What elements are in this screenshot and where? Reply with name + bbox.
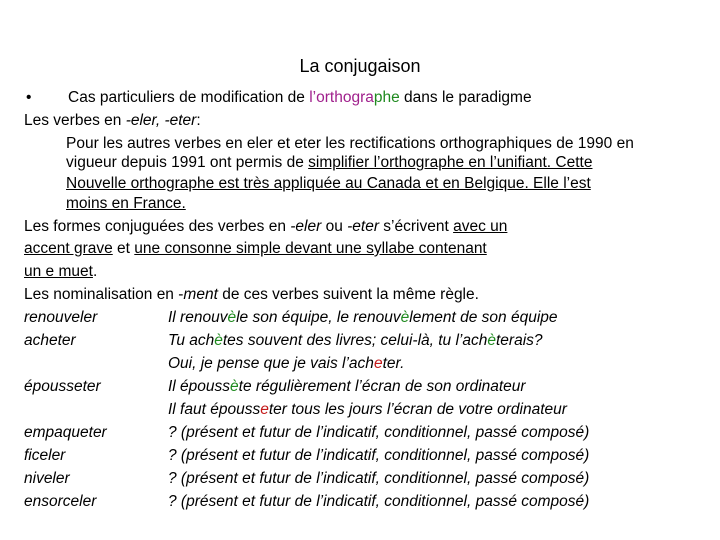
bullet-marker: • bbox=[26, 89, 32, 106]
example-epousseter-2: Il faut épousseter tous les jours l’écran de votre ordinateur bbox=[168, 401, 567, 418]
indent-line-2: vigueur depuis 1991 ont permis de simplifier l’orthographe en l’unifiant. Cette bbox=[66, 154, 593, 171]
verb-renouveler: renouveler bbox=[24, 309, 98, 326]
example-acheter-2: Oui, je pense que je vais l’acheter. bbox=[168, 355, 405, 372]
page-title: La conjugaison bbox=[299, 56, 421, 76]
exercise-text: ? (présent et futur de l’indicatif, conditionnel, passé composé) bbox=[168, 424, 590, 441]
subtitle-line: Les verbes en -eler, -eter: bbox=[24, 112, 201, 129]
exercise-verb: empaqueter bbox=[24, 424, 107, 441]
example-renouveler: renouveler Il renouvèle son équipe, le renouvèlement de son équipe bbox=[24, 309, 558, 326]
rule-line-3: un e muet. bbox=[24, 263, 98, 280]
nominal-line: Les nominalisation en ‑ment de ces verbes suivent la même règle. bbox=[24, 286, 479, 303]
exercise-verb: ensorceler bbox=[24, 493, 97, 510]
bullet-text: Cas particuliers de modification de l’orthographe dans le paradigme bbox=[68, 89, 532, 106]
exercise-row bbox=[24, 469, 714, 489]
verb-acheter: acheter bbox=[24, 332, 76, 349]
exercise-verb: niveler bbox=[24, 470, 70, 487]
exercise-row bbox=[24, 492, 714, 512]
simplifier-link[interactable]: simplifier l’orthographe en l’unifiant. Cette bbox=[308, 154, 593, 171]
exercise-verb: ficeler bbox=[24, 447, 66, 464]
indent-line-3: Nouvelle orthographe est très appliquée au Canada et en Belgique. Elle l’est bbox=[66, 175, 591, 192]
exercise-text: ? (présent et futur de l’indicatif, conditionnel, passé composé) bbox=[168, 493, 590, 510]
rule-line-2: accent grave et une consonne simple devant une syllabe contenant bbox=[24, 240, 487, 257]
verb-epousseter: épousseter bbox=[24, 378, 101, 395]
exercise-row bbox=[24, 423, 714, 443]
example-epousseter: épousseter Il époussète régulièrement l’écran de son ordinateur bbox=[24, 378, 526, 395]
example-acheter: acheter Tu achètes souvent des livres; celui-là, tu l’achèterais? bbox=[24, 332, 543, 349]
indent-line-4: moins en France. bbox=[66, 195, 186, 212]
exercise-text: ? (présent et futur de l’indicatif, conditionnel, passé composé) bbox=[168, 447, 590, 464]
indent-line-1: Pour les autres verbes en eler et eter les rectifications orthographiques de 1990 en bbox=[66, 135, 634, 152]
rule-line-1: Les formes conjuguées des verbes en -eler ou -eter s’écrivent avec un bbox=[24, 218, 508, 235]
exercise-text: ? (présent et futur de l’indicatif, conditionnel, passé composé) bbox=[168, 470, 590, 487]
exercise-row bbox=[24, 446, 714, 466]
bullet-line bbox=[26, 88, 532, 108]
